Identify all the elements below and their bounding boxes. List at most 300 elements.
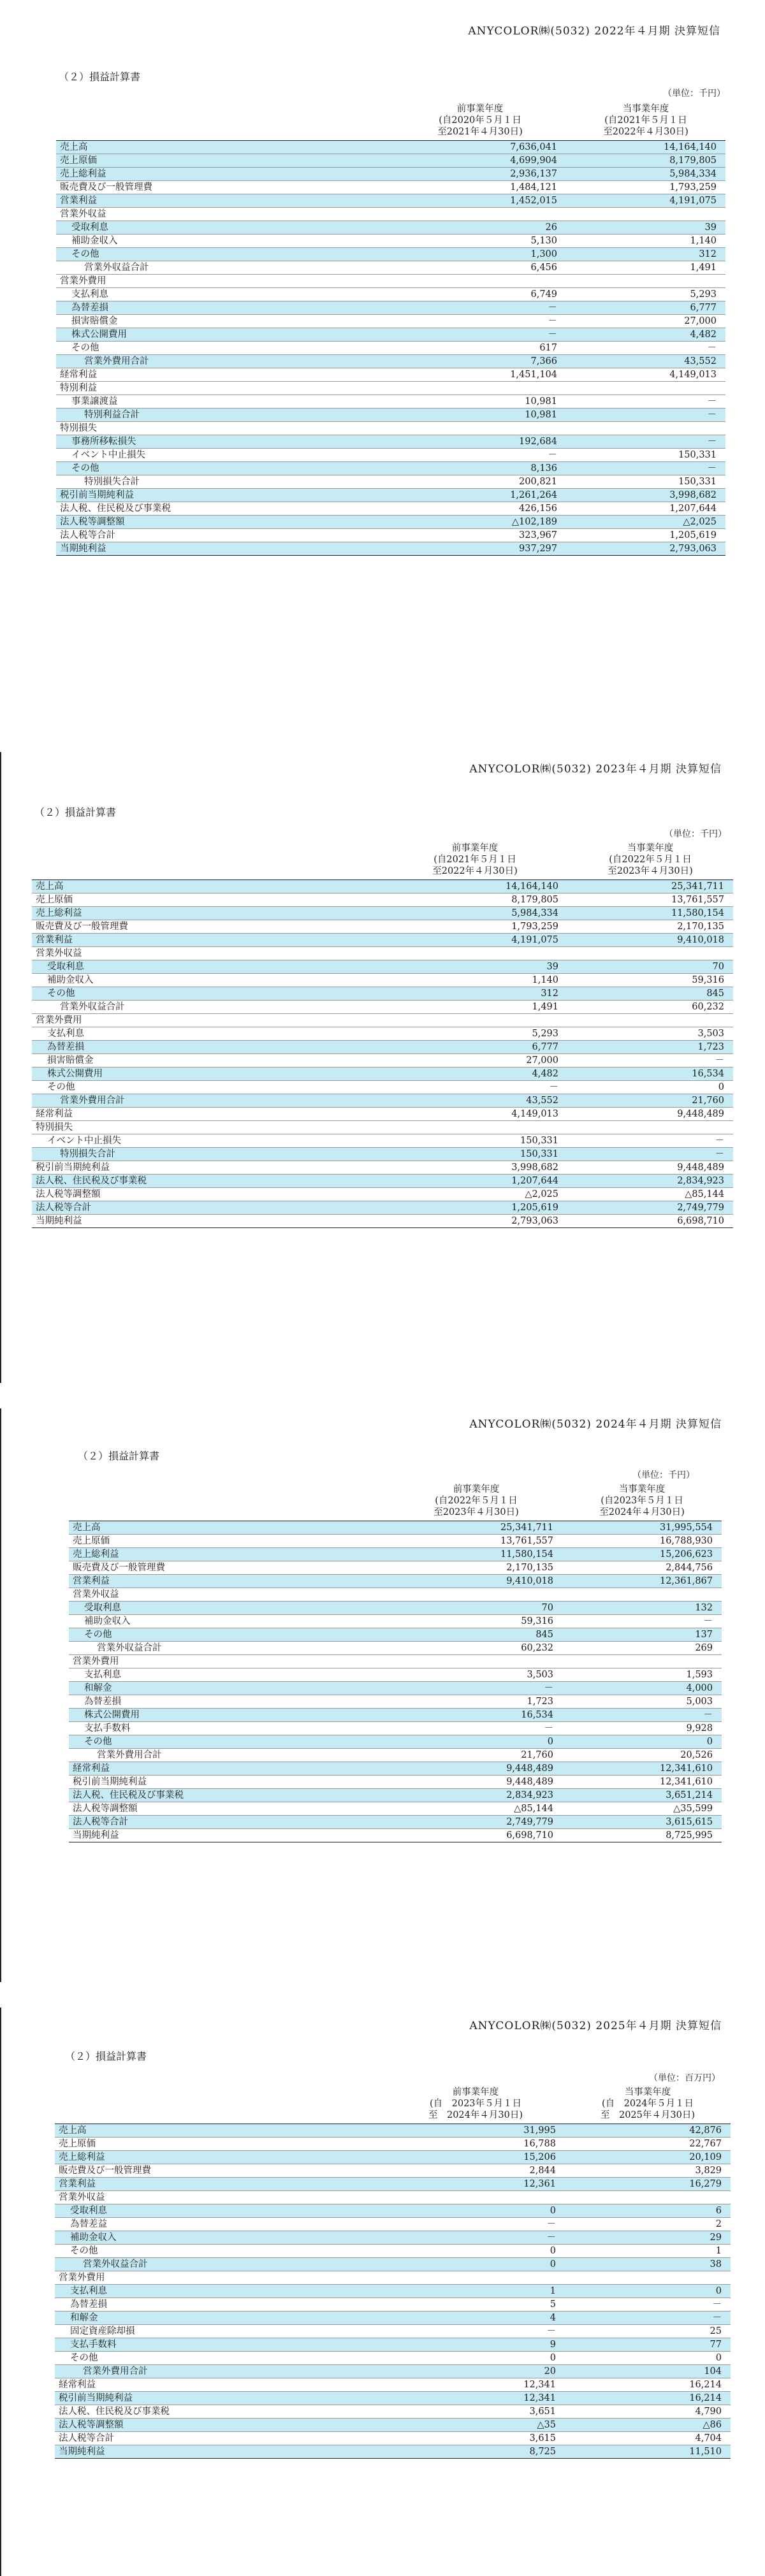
curr-period-value: △2,025 <box>566 516 725 529</box>
table-row <box>56 542 725 556</box>
row-label: 営業外費用 <box>32 1014 382 1027</box>
prev-period-value <box>382 947 567 960</box>
curr-period-value: 1,205,619 <box>566 529 725 542</box>
prev-period-value: 1,452,015 <box>394 194 566 208</box>
prev-period-title: 前事業年度 <box>451 843 499 853</box>
table-row <box>55 2124 731 2138</box>
prev-period-value: － <box>390 1722 562 1735</box>
prev-period-value: 7,366 <box>394 355 566 368</box>
prev-period-value: 12,361 <box>386 2178 565 2191</box>
prev-period-value: 16,788 <box>386 2138 565 2151</box>
prev-period-value: 150,331 <box>382 1134 567 1148</box>
row-label: 補助金収入 <box>32 974 382 987</box>
curr-period-value: 12,341,610 <box>562 1776 722 1789</box>
prev-period-value: 323,967 <box>394 529 566 542</box>
prev-period-value: 2,834,923 <box>390 1789 562 1802</box>
prev-period-value: 9,448,489 <box>390 1762 562 1776</box>
prev-period-value: 3,998,682 <box>382 1161 567 1175</box>
prev-period-to: 至2022年４月30日) <box>432 866 518 876</box>
row-label: 当期純利益 <box>55 2445 386 2459</box>
curr-period-value: 16,214 <box>565 2392 731 2405</box>
table-row <box>69 1735 722 1749</box>
curr-period-value: 12,361,867 <box>562 1575 722 1588</box>
curr-period-value: 2,170,135 <box>567 920 733 934</box>
table-row <box>56 462 725 475</box>
row-label: 販売費及び一般管理費 <box>32 920 382 934</box>
table-row <box>55 2352 731 2365</box>
prev-period-value: 2,936,137 <box>394 168 566 181</box>
prev-period-value <box>394 382 566 395</box>
prev-period-value: 10,981 <box>394 409 566 422</box>
row-label: 税引前当期純利益 <box>55 2392 386 2405</box>
prev-period-value: 6,749 <box>394 288 566 301</box>
table-row <box>56 168 725 181</box>
curr-period-value: 312 <box>566 248 725 261</box>
table-row <box>56 248 725 261</box>
prev-period-value: 5 <box>386 2298 565 2312</box>
curr-period-value: 25,341,711 <box>567 880 733 894</box>
row-label: 営業利益 <box>55 2178 386 2191</box>
curr-period-value: 16,788,930 <box>562 1535 722 1548</box>
prev-period-value: 8,136 <box>394 462 566 475</box>
table-row <box>69 1722 722 1735</box>
row-label: 売上高 <box>56 141 394 154</box>
prev-period-value: 11,580,154 <box>390 1548 562 1561</box>
row-label: 為替差損 <box>55 2298 386 2312</box>
prev-period-header <box>382 843 567 880</box>
row-label: 売上原価 <box>32 894 382 907</box>
prev-period-value: － <box>386 2231 565 2245</box>
curr-period-value: 6,777 <box>566 301 725 315</box>
curr-period-value: 21,760 <box>567 1094 733 1108</box>
curr-period-value: 1,723 <box>567 1041 733 1054</box>
prev-period-value: － <box>386 2218 565 2231</box>
table-row <box>32 1148 733 1161</box>
prev-period-value: 60,232 <box>390 1642 562 1655</box>
row-label: 営業外収益合計 <box>32 1001 382 1014</box>
table-row <box>32 1027 733 1041</box>
prev-period-from: (自 2023年５月１日 <box>429 2099 522 2109</box>
row-label: 営業外費用 <box>69 1655 390 1668</box>
table-row <box>56 301 725 315</box>
curr-period-value: 22,767 <box>565 2138 731 2151</box>
curr-period-value: － <box>562 1615 722 1628</box>
table-row <box>56 449 725 462</box>
prev-period-to: 至2023年４月30日) <box>433 1507 519 1517</box>
row-label: 経常利益 <box>32 1108 382 1121</box>
row-label: 支払利息 <box>56 288 394 301</box>
curr-period-value: 3,651,214 <box>562 1789 722 1802</box>
curr-period-value: 39 <box>566 221 725 235</box>
row-label: 当期純利益 <box>32 1215 382 1228</box>
table-row <box>56 529 725 542</box>
prev-period-value <box>394 275 566 288</box>
curr-period-value: 60,232 <box>567 1001 733 1014</box>
prev-period-value: － <box>394 301 566 315</box>
table-row <box>69 1816 722 1829</box>
row-label: 販売費及び一般管理費 <box>56 181 394 194</box>
curr-period-value: 2 <box>565 2218 731 2231</box>
curr-period-value: △35,599 <box>562 1802 722 1816</box>
prev-period-value: 1,723 <box>390 1695 562 1709</box>
report-page-2022 <box>0 0 765 721</box>
table-row <box>55 2258 731 2271</box>
row-label: 当期純利益 <box>56 542 394 556</box>
row-label: 為替差損 <box>32 1041 382 1054</box>
prev-period-value <box>394 208 566 221</box>
unit-note: （単位：百万円） <box>649 2073 720 2083</box>
table-row <box>32 1175 733 1188</box>
table-row <box>32 1121 733 1134</box>
table-row <box>32 1134 733 1148</box>
page-gap <box>0 720 765 752</box>
prev-period-value: 3,615 <box>386 2432 565 2445</box>
row-label: 経常利益 <box>55 2378 386 2392</box>
row-label: 受取利息 <box>32 960 382 974</box>
table-row <box>56 141 725 154</box>
prev-period-from: (自2021年５月１日 <box>433 855 516 865</box>
table-row <box>56 208 725 221</box>
table-row <box>69 1548 722 1561</box>
prev-period-value: － <box>390 1682 562 1695</box>
curr-period-value: 31,995,554 <box>562 1521 722 1535</box>
prev-period-value: － <box>382 1081 567 1094</box>
row-label: その他 <box>56 248 394 261</box>
table-row <box>69 1682 722 1695</box>
prev-period-value: 7,636,041 <box>394 141 566 154</box>
row-label: 和解金 <box>69 1682 390 1695</box>
row-label: 特別損失合計 <box>32 1148 382 1161</box>
table-row <box>69 1762 722 1776</box>
curr-period-value: 8,725,995 <box>562 1829 722 1842</box>
table-row <box>32 1215 733 1228</box>
row-label: 営業外収益 <box>32 947 382 960</box>
table-row <box>32 1067 733 1081</box>
prev-period-value: 4,149,013 <box>382 1108 567 1121</box>
table-row <box>55 2178 731 2191</box>
curr-period-value <box>566 422 725 435</box>
table-row <box>56 288 725 301</box>
row-label: 営業外収益合計 <box>56 261 394 275</box>
curr-period-value: 43,552 <box>566 355 725 368</box>
row-label: 売上原価 <box>69 1535 390 1548</box>
curr-period-value <box>562 1655 722 1668</box>
prev-period-title: 前事業年度 <box>453 1484 500 1494</box>
curr-period-value: － <box>566 395 725 409</box>
curr-period-value: － <box>566 342 725 355</box>
curr-period-value: － <box>566 435 725 449</box>
prev-period-value <box>390 1588 562 1602</box>
prev-period-value: 1,484,121 <box>394 181 566 194</box>
prev-period-header <box>386 2087 565 2124</box>
table-row <box>69 1575 722 1588</box>
prev-period-value <box>382 1014 567 1027</box>
curr-period-value: 4,482 <box>566 328 725 342</box>
row-label: その他 <box>56 342 394 355</box>
curr-period-from: (自2021年５月１日 <box>604 115 687 126</box>
table-row <box>55 2445 731 2459</box>
row-label: 受取利息 <box>55 2204 386 2218</box>
prev-period-value: △35 <box>386 2419 565 2432</box>
table-row <box>55 2392 731 2405</box>
curr-period-value: 4,704 <box>565 2432 731 2445</box>
curr-period-to: 至2024年４月30日) <box>599 1507 685 1517</box>
curr-period-to: 至2023年４月30日) <box>608 866 693 876</box>
prev-period-value: 5,984,334 <box>382 907 567 920</box>
table-row <box>56 516 725 529</box>
curr-period-header <box>562 1484 722 1521</box>
table-row <box>55 2405 731 2419</box>
section-title: （２）損益計算書 <box>78 1450 160 1462</box>
row-label: 特別損失合計 <box>56 475 394 489</box>
prev-period-header <box>394 103 566 141</box>
prev-period-value: 4,191,075 <box>382 934 567 947</box>
table-row <box>55 2138 731 2151</box>
curr-period-value: 20,526 <box>562 1749 722 1762</box>
table-row <box>55 2191 731 2204</box>
row-label: 支払手数料 <box>55 2338 386 2352</box>
row-label: 損害賠償金 <box>32 1054 382 1067</box>
row-label: 経常利益 <box>56 368 394 382</box>
row-label: 売上高 <box>32 880 382 894</box>
table-row <box>32 934 733 947</box>
table-row <box>55 2298 731 2312</box>
row-label: 売上総利益 <box>55 2151 386 2164</box>
curr-period-value: 59,316 <box>567 974 733 987</box>
report-header: ANYCOLOR㈱(5032) 2023年４月期 決算短信 <box>469 763 722 776</box>
prev-period-value: － <box>394 315 566 328</box>
curr-period-value: 3,503 <box>567 1027 733 1041</box>
curr-period-value: 4,000 <box>562 1682 722 1695</box>
curr-period-value: 25 <box>565 2325 731 2338</box>
curr-period-value: 9,928 <box>562 1722 722 1735</box>
curr-period-value <box>567 947 733 960</box>
row-label: 支払利息 <box>55 2285 386 2298</box>
prev-period-value: 2,844 <box>386 2164 565 2178</box>
prev-period-value: 1,207,644 <box>382 1175 567 1188</box>
table-row <box>55 2164 731 2178</box>
prev-period-value: 426,156 <box>394 502 566 516</box>
prev-period-value: △2,025 <box>382 1188 567 1201</box>
curr-period-value: 4,790 <box>565 2405 731 2419</box>
row-label: 特別損失 <box>32 1121 382 1134</box>
prev-period-value: 4,482 <box>382 1067 567 1081</box>
table-row <box>69 1521 722 1535</box>
row-label: 販売費及び一般管理費 <box>69 1561 390 1575</box>
table-row <box>32 1041 733 1054</box>
prev-period-value: 617 <box>394 342 566 355</box>
prev-period-value: 2,749,779 <box>390 1816 562 1829</box>
prev-period-value: 0 <box>386 2352 565 2365</box>
curr-period-value: 14,164,140 <box>566 141 725 154</box>
prev-period-value: 1 <box>386 2285 565 2298</box>
curr-period-value: △85,144 <box>567 1188 733 1201</box>
prev-period-from: (自2020年５月１日 <box>439 115 521 126</box>
prev-period-from: (自2022年５月１日 <box>435 1496 518 1506</box>
table-row <box>55 2271 731 2285</box>
table-row <box>69 1789 722 1802</box>
curr-period-header <box>567 843 733 880</box>
table-row <box>69 1749 722 1762</box>
row-label: 営業外収益 <box>69 1588 390 1602</box>
curr-period-value: － <box>562 1709 722 1722</box>
row-label: 特別利益合計 <box>56 409 394 422</box>
table-row <box>32 1054 733 1067</box>
report-page-2025 <box>0 2008 765 2576</box>
prev-period-value: 9 <box>386 2338 565 2352</box>
label-column-header <box>69 1484 390 1521</box>
prev-period-value: 12,341 <box>386 2378 565 2392</box>
report-page-2023 <box>0 752 765 1384</box>
row-label: 株式公開費用 <box>56 328 394 342</box>
prev-period-value: 13,761,557 <box>390 1535 562 1548</box>
prev-period-value: 9,448,489 <box>390 1776 562 1789</box>
row-label: イベント中止損失 <box>56 449 394 462</box>
prev-period-value <box>386 2191 565 2204</box>
table-row <box>69 1615 722 1628</box>
report-header: ANYCOLOR㈱(5032) 2025年４月期 決算短信 <box>469 2020 722 2032</box>
prev-period-value: 1,140 <box>382 974 567 987</box>
table-row <box>69 1695 722 1709</box>
prev-period-value: △85,144 <box>390 1802 562 1816</box>
curr-period-value: － <box>567 1054 733 1067</box>
table-row <box>55 2365 731 2378</box>
table-row <box>69 1709 722 1722</box>
curr-period-value: 104 <box>565 2365 731 2378</box>
prev-period-value: 12,341 <box>386 2392 565 2405</box>
table-row <box>69 1802 722 1816</box>
table-row <box>55 2218 731 2231</box>
curr-period-value: － <box>567 1148 733 1161</box>
curr-period-value: 1,593 <box>562 1668 722 1682</box>
curr-period-value <box>567 1014 733 1027</box>
prev-period-value: 937,297 <box>394 542 566 556</box>
report-page-2024 <box>0 1408 765 1983</box>
curr-period-value: 3,615,615 <box>562 1816 722 1829</box>
prev-period-value: 1,300 <box>394 248 566 261</box>
curr-period-to: 至2022年４月30日) <box>603 127 688 137</box>
prev-period-value: 39 <box>382 960 567 974</box>
prev-period-value: 6,698,710 <box>390 1829 562 1842</box>
row-label: 特別損失 <box>56 422 394 435</box>
table-row <box>55 2378 731 2392</box>
section-title: （２）損益計算書 <box>65 2050 147 2062</box>
row-label: 補助金収入 <box>56 235 394 248</box>
prev-period-value: 21,760 <box>390 1749 562 1762</box>
row-label: その他 <box>55 2245 386 2258</box>
table-row <box>56 435 725 449</box>
row-label: 支払利息 <box>69 1668 390 1682</box>
report-header: ANYCOLOR㈱(5032) 2022年４月期 決算短信 <box>468 25 720 38</box>
table-row <box>56 368 725 382</box>
prev-period-value: 6,456 <box>394 261 566 275</box>
row-label: 法人税等調整額 <box>32 1188 382 1201</box>
income-statement-table <box>56 103 725 556</box>
row-label: 税引前当期純利益 <box>32 1161 382 1175</box>
income-statement-table <box>69 1484 722 1842</box>
row-label: 法人税等調整額 <box>69 1802 390 1816</box>
curr-period-value: 8,179,805 <box>566 154 725 168</box>
curr-period-value: 16,279 <box>565 2178 731 2191</box>
row-label: 営業外費用合計 <box>55 2365 386 2378</box>
prev-period-value <box>394 422 566 435</box>
prev-period-value: 43,552 <box>382 1094 567 1108</box>
table-row <box>56 194 725 208</box>
table-row <box>32 1108 733 1121</box>
prev-period-value <box>386 2271 565 2285</box>
curr-period-from: (自 2024年５月１日 <box>601 2099 694 2109</box>
table-row <box>55 2338 731 2352</box>
prev-period-value: 1,205,619 <box>382 1201 567 1215</box>
table-row <box>69 1628 722 1642</box>
table-row <box>55 2231 731 2245</box>
table-row <box>32 1001 733 1014</box>
table-row <box>32 947 733 960</box>
prev-period-value: 4,699,904 <box>394 154 566 168</box>
row-label: 受取利息 <box>56 221 394 235</box>
table-row <box>32 880 733 894</box>
prev-period-value: 9,410,018 <box>390 1575 562 1588</box>
table-row <box>56 489 725 502</box>
unit-note: （単位：千円） <box>632 1470 695 1480</box>
row-label: 営業外収益合計 <box>55 2258 386 2271</box>
prev-period-to: 至2021年４月30日) <box>437 127 523 137</box>
row-label: 営業外費用合計 <box>56 355 394 368</box>
row-label: 営業利益 <box>69 1575 390 1588</box>
prev-period-value: 8,725 <box>386 2445 565 2459</box>
table-row <box>32 894 733 907</box>
curr-period-value: － <box>565 2312 731 2325</box>
prev-period-value: 2,793,063 <box>382 1215 567 1228</box>
prev-period-value: 845 <box>390 1628 562 1642</box>
curr-period-value: 9,448,489 <box>567 1108 733 1121</box>
row-label: イベント中止損失 <box>32 1134 382 1148</box>
curr-period-from: (自2022年５月１日 <box>609 855 692 865</box>
row-label: 補助金収入 <box>55 2231 386 2245</box>
curr-period-value: 5,984,334 <box>566 168 725 181</box>
curr-period-value: 9,448,489 <box>567 1161 733 1175</box>
row-label: 税引前当期純利益 <box>69 1776 390 1789</box>
row-label: その他 <box>69 1735 390 1749</box>
label-column-header <box>32 843 382 880</box>
curr-period-value: － <box>566 462 725 475</box>
label-column-header <box>56 103 394 141</box>
curr-period-value <box>565 2191 731 2204</box>
prev-period-value: 20 <box>386 2365 565 2378</box>
curr-period-value: 20,109 <box>565 2151 731 2164</box>
row-label: 営業外費用 <box>55 2271 386 2285</box>
table-row <box>56 154 725 168</box>
row-label: 営業外収益 <box>56 208 394 221</box>
curr-period-value: － <box>565 2298 731 2312</box>
prev-period-value <box>382 1121 567 1134</box>
row-label: 売上高 <box>55 2124 386 2138</box>
prev-period-value: 192,684 <box>394 435 566 449</box>
prev-period-value: 0 <box>386 2245 565 2258</box>
table-row <box>69 1655 722 1668</box>
row-label: 営業外費用 <box>56 275 394 288</box>
curr-period-value: 15,206,623 <box>562 1548 722 1561</box>
curr-period-value: 11,510 <box>565 2445 731 2459</box>
prev-period-value: 312 <box>382 987 567 1001</box>
row-label: 営業外費用合計 <box>32 1094 382 1108</box>
curr-period-value <box>566 208 725 221</box>
table-row <box>32 960 733 974</box>
curr-period-value: △86 <box>565 2419 731 2432</box>
row-label: 売上原価 <box>56 154 394 168</box>
table-row <box>56 221 725 235</box>
row-label: 売上総利益 <box>56 168 394 181</box>
